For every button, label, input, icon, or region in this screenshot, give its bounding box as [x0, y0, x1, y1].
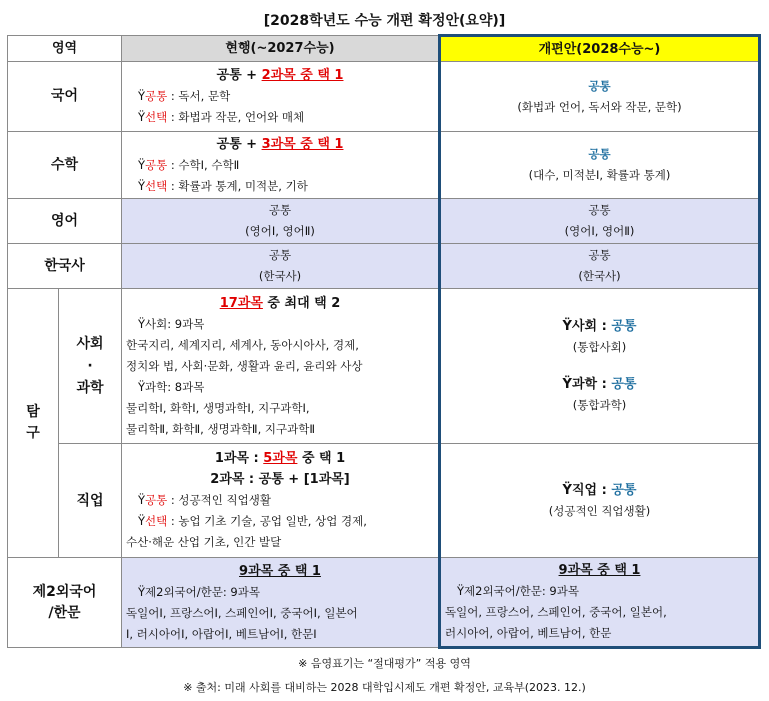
korean-new-sub: (화법과 언어, 독서와 작문, 문학): [517, 99, 682, 114]
vocational-current-elective: Ÿ선택 : 농업 기초 기술, 공업 일반, 상업 경제,: [138, 514, 367, 528]
math-current-cell: [122, 132, 440, 199]
science-new-sub: (통합과학): [572, 398, 627, 412]
history-current-head: 공통: [268, 248, 292, 262]
vocational-current-line-1: 1과목 : 5과목 중 택 1: [214, 451, 346, 466]
social-science-new-cell: [440, 289, 760, 444]
area-foreign: 제2외국어 /한문: [8, 558, 122, 648]
table-row-korean: [8, 62, 760, 132]
foreign-new-list-2: 러시아어, 아랍어, 베트남어, 한문: [445, 626, 612, 640]
foreign-current-cell: [122, 558, 440, 648]
english-current-head: 공통: [268, 203, 292, 217]
science-new-head: Ÿ과학 : 공통: [562, 377, 637, 392]
history-new-cell: [440, 244, 760, 289]
sub-area-social-science: 사회 · 과학: [59, 289, 122, 444]
table-row-inquiry-vocational: [8, 444, 760, 558]
korean-current-cell: [122, 62, 440, 132]
table-row-math: [8, 132, 760, 199]
english-new-sub: (영어Ⅰ, 영어Ⅱ): [564, 224, 635, 238]
page-title: [2028학년도 수능 개편 확정안(요약)]: [263, 13, 506, 29]
area-inquiry: 탐 구: [8, 289, 59, 558]
vocational-current-common: Ÿ공통 : 성공적인 직업생활: [138, 493, 271, 507]
english-current-cell: [122, 199, 440, 244]
science-current-list-2: 물리학Ⅱ, 화학Ⅱ, 생명과학Ⅱ, 지구과학Ⅱ: [126, 421, 315, 436]
foreign-new-sub-head: Ÿ제2외국어/한문: 9과목: [457, 584, 579, 598]
area-history: 한국사: [8, 244, 122, 289]
reform-table: [7, 34, 761, 649]
foreign-current-sub-head: Ÿ제2외국어/한문: 9과목: [138, 584, 260, 599]
foreign-new-list-1: 독일어, 프랑스어, 스페인어, 중국어, 일본어,: [445, 605, 667, 619]
social-science-current-head: 17과목 중 최대 택 2: [219, 295, 341, 311]
history-current-cell: [122, 244, 440, 289]
vocational-current-elective-2: 수산·해운 산업 기초, 인간 발달: [126, 535, 282, 549]
math-new-head: 공통: [588, 147, 611, 161]
foreign-new-cell: [440, 558, 760, 648]
table-row-history: [8, 244, 760, 289]
korean-new-cell: [440, 62, 760, 132]
korean-new-head: 공통: [588, 78, 611, 93]
history-current-sub: (한국사): [258, 269, 302, 283]
header-current: 현행(~2027수능): [122, 36, 440, 62]
table-header-row: [8, 36, 760, 62]
foreign-current-list-1: 독일어Ⅰ, 프랑스어Ⅰ, 스페인어Ⅰ, 중국어Ⅰ, 일본어: [126, 605, 358, 620]
table-row-english: [8, 199, 760, 244]
social-new-sub: (통합사회): [572, 340, 627, 354]
history-new-sub: (한국사): [578, 269, 621, 283]
science-current-list-1: 물리학Ⅰ, 화학Ⅰ, 생명과학Ⅰ, 지구과학Ⅰ,: [126, 400, 310, 415]
header-area: 영역: [8, 36, 122, 62]
foreign-current-list-2: Ⅰ, 러시아어Ⅰ, 아랍어Ⅰ, 베트남어Ⅰ, 한문Ⅰ: [126, 626, 317, 641]
social-current-head: Ÿ사회: 9과목: [138, 316, 205, 331]
social-current-list-1: 한국지리, 세계지리, 세계사, 동아시아사, 경제,: [126, 337, 359, 352]
footnote-source: ※ 출처: 미래 사회를 대비하는 2028 대학입시제도 개편 확정안, 교육부(2023. 12.): [183, 681, 586, 694]
vocational-new-head: Ÿ직업 : 공통: [562, 482, 637, 498]
history-new-head: 공통: [588, 248, 611, 262]
area-math: 수학: [8, 132, 122, 199]
korean-current-common: Ÿ공통 : 독서, 문학: [138, 89, 231, 103]
english-new-head: 공통: [588, 203, 611, 217]
social-current-list-2: 정치와 법, 사회·문화, 생활과 윤리, 윤리와 사상: [126, 358, 363, 373]
footnote-shading: ※ 음영표기는 “절대평가” 적용 영역: [298, 657, 471, 670]
table-row-inquiry-social-science: [8, 289, 760, 444]
social-new-head: Ÿ사회 : 공통: [562, 319, 637, 334]
vocational-current-line-2: 2과목 : 공통 + [1과목]: [210, 472, 350, 487]
korean-current-elective: Ÿ선택 : 화법과 작문, 언어와 매체: [138, 110, 305, 124]
area-english: 영어: [8, 199, 122, 244]
table-row-foreign: [8, 558, 760, 648]
math-current-elective: Ÿ선택 : 확률과 통계, 미적분, 기하: [138, 178, 308, 193]
math-current-head: 공통 + 3과목 중 택 1: [216, 136, 344, 152]
korean-current-head: 공통 + 2과목 중 택 1: [216, 68, 344, 83]
english-current-sub: (영어Ⅰ, 영어Ⅱ): [245, 224, 315, 238]
vocational-new-sub: (성공적인 직업생활): [548, 503, 651, 518]
foreign-new-head: 9과목 중 택 1: [558, 563, 641, 578]
vocational-current-cell: [122, 444, 440, 558]
foreign-current-head: 9과목 중 택 1: [239, 563, 321, 579]
social-science-current-cell: [122, 289, 440, 444]
sub-area-vocational: 직업: [59, 444, 122, 558]
area-korean: 국어: [8, 62, 122, 132]
header-new: 개편안(2028수능~): [440, 36, 760, 62]
vocational-new-cell: [440, 444, 760, 558]
english-new-cell: [440, 199, 760, 244]
math-new-sub: (대수, 미적분Ⅰ, 확률과 통계): [528, 168, 671, 182]
science-current-head: Ÿ과학: 8과목: [138, 379, 205, 394]
math-new-cell: [440, 132, 760, 199]
math-current-common: Ÿ공통 : 수학Ⅰ, 수학Ⅱ: [138, 157, 240, 172]
